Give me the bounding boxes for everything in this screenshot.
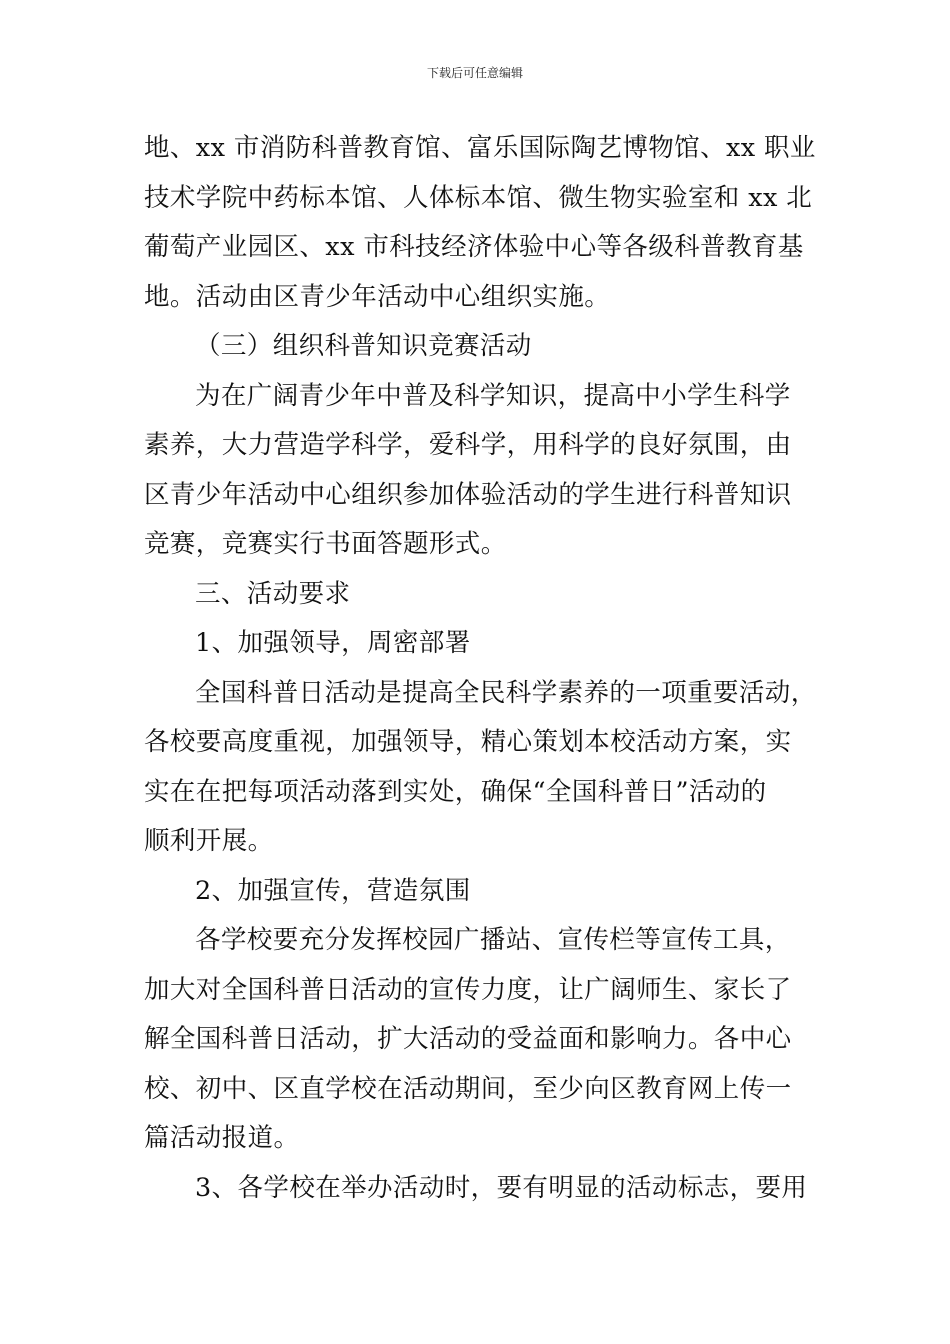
text-line: 区青少年活动中心组织参加体验活动的学生进行科普知识 [144,479,792,510]
text-line: 地、xx 市消防科普教育馆、富乐国际陶艺博物馆、xx 职业 [144,133,816,163]
text-line: 解全国科普日活动，扩大活动的受益面和影响力。各中心 [144,1024,792,1054]
text-line: 技术学院中药标本馆、人体标本馆、微生物实验室和 xx 北 [144,182,813,213]
text-line: 地。活动由区青少年活动中心组织实施。 [144,281,611,312]
text-line: 加大对全国科普日活动的宣传力度，让广阔师生、家长了 [144,974,792,1005]
text-line: 3、各学校在举办活动时，要有明显的活动标志，要用 [195,1172,808,1203]
text-line: 各学校要充分发挥校园广播站、宣传栏等宣传工具， [195,925,791,955]
subsection-heading: 1、加强领导，周密部署 [195,628,471,658]
text-line: 各校要高度重视，加强领导，精心策划本校活动方案，实 [144,727,792,757]
section-heading: （三）组织科普知识竞赛活动 [195,331,532,361]
text-line: 实在在把每项活动落到实处，确保“全国科普日”活动的 [144,776,767,807]
text-line: 校、初中、区直学校在活动期间，至少向区教育网上传一 [144,1073,792,1104]
text-line: 全国科普日活动是提高全民科学素养的一项重要活动， [195,677,817,708]
text-line: 篇活动报道。 [144,1123,300,1153]
text-line: 素养，大力营造学科学，爱科学，用科学的良好氛围，由 [144,430,792,460]
subsection-heading: 2、加强宣传，营造氛围 [195,875,471,906]
section-heading: 三、活动要求 [195,578,351,609]
document-body [144,124,834,1213]
text-line: 顺利开展。 [144,826,274,856]
page-header: 下载后可任意编辑 [426,66,523,80]
text-line: 葡萄产业园区、xx 市科技经济体验中心等各级科普教育基 [144,232,804,262]
text-line: 为在广阔青少年中普及科学知识，提高中小学生科学 [195,380,791,411]
text-line: 竞赛，竞赛实行书面答题形式。 [144,529,507,559]
